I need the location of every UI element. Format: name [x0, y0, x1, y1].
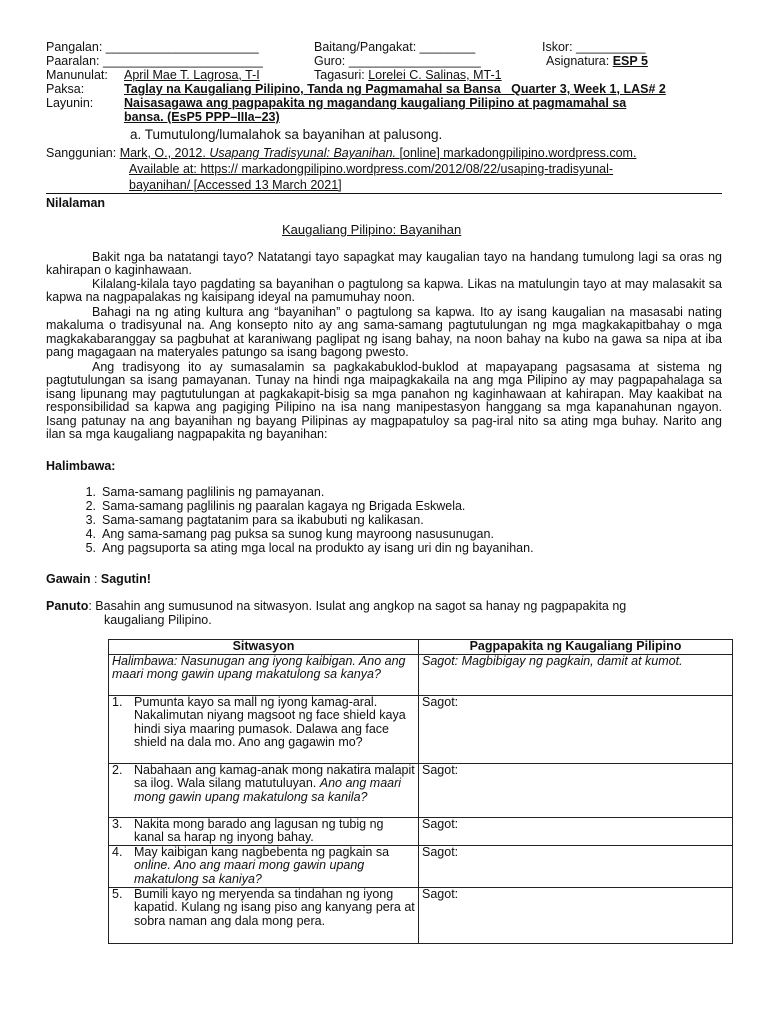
answer-label: Sagot: [422, 886, 459, 901]
gawain-value: Sagutin! [100, 572, 151, 586]
sanggunian-author: Mark, O., 2012. [119, 146, 206, 160]
sanggunian-rest: [online] markadongpilipino.wordpress.com. [399, 146, 637, 160]
answer-cell[interactable] [419, 763, 733, 817]
list-item: 3. Sama-samang pagtatanim para sa ikabubuti ng kalikasan. [85, 512, 424, 527]
manunulat-value: April Mae T. Lagrosa, T-I [124, 68, 260, 82]
situation-cell [109, 887, 419, 943]
layunin-line2: bansa. (EsP5 PPP–IIIa–23) [124, 110, 280, 124]
sanggunian-title: Usapang Tradisyunal: Bayanihan. [209, 146, 397, 160]
answer-cell[interactable] [419, 845, 733, 887]
paksa-value: Taglay na Kaugaliang Pilipino, Tanda ng Pagmamahal sa Bansa Quarter 3, Week 1, LAS# 2 [124, 82, 666, 96]
example-situation: Halimbawa: Nasunugan ang iyong kaibigan. Ano ang maari mong gawin upang makatulong sa kanya? [109, 654, 419, 695]
paragraph-1: Bakit nga ba natatangi tayo? Natatangi tayo sapagkat may kaugalian tayo na handang tumulong lagi sa oras ng kahirapan o kaginhawaan. [46, 250, 722, 278]
tagasuri [314, 68, 502, 82]
asignatura-label: Asignatura: [546, 54, 610, 68]
nilalaman-label: Nilalaman [46, 196, 106, 210]
list-item-text: Sama-samang paglilinis ng paaralan kagaya ng Brigada Eskwela. [102, 498, 466, 513]
situation-text [134, 818, 415, 845]
panuto-line2: kaugaliang Pilipino. [104, 613, 212, 627]
situation-text-italic: online. Ano ang maari mong gawin upang makatulong sa kaniya? [134, 858, 365, 886]
row-number: 5. [112, 886, 123, 901]
manunulat-label: Manunulat: [46, 68, 108, 82]
halimbawa-list [46, 486, 534, 556]
answer-label: Sagot: [422, 694, 459, 709]
list-item: 1. Sama-samang paglilinis ng pamayanan. [85, 485, 325, 499]
answer-cell[interactable] [419, 695, 733, 763]
list-item: 2. Sama-samang paglilinis ng paaralan kagaya ng Brigada Eskwela. [85, 498, 466, 513]
situation-text [134, 764, 415, 805]
situation-text-italic: Ano ang maari mong gawin upang makatulong sa kanila? [134, 776, 402, 804]
row-number: 1. [112, 694, 123, 709]
paaralan-field[interactable]: Paaralan: _______________________ [46, 54, 263, 68]
situation-cell [109, 763, 419, 817]
situation-text-main: Bumili kayo ng meryenda sa tindahan ng iyong kapatid. Kulang ng isang piso ang kanyang pera at sobra naman ang dala mong pera. [134, 886, 415, 928]
layunin-label: Layunin: [46, 96, 94, 110]
table-row [109, 695, 733, 763]
row-number: 2. [112, 762, 123, 777]
panuto [46, 599, 626, 613]
table-row [109, 845, 733, 887]
sanggunian-link-line1[interactable]: Available at: https:// markadongpilipino.wordpress.com/2012/08/22/usaping-tradisyunal- [129, 162, 614, 176]
situation-text [134, 888, 415, 929]
situation-text-main: May kaibigan kang nagbebenta ng pagkain sa [134, 844, 390, 859]
situation-text-main: Nakita mong barado ang lagusan ng tubig ng kanal sa harap ng inyong bahay. [134, 816, 384, 844]
column-header-pagpapakita: Pagpapakita ng Kaugaliang Pilipino [419, 640, 733, 655]
layunin-sub: a. Tumutulong/lumalahok sa bayanihan at palusong. [130, 127, 443, 142]
situation-cell [109, 817, 419, 845]
list-item-text: Ang pagsuporta sa ating mga local na produkto ay isang uri din ng bayanihan. [102, 540, 534, 555]
layunin-line1: Naisasagawa ang pagpapakita ng magandang kaugaliang Pilipino at pagmamahal sa [124, 96, 627, 110]
situation-text [134, 696, 415, 750]
list-item: 5. Ang pagsuporta sa ating mga local na produkto ay isang uri din ng bayanihan. [85, 540, 534, 555]
halimbawa-label: Halimbawa: [46, 459, 116, 473]
asignatura [546, 54, 648, 68]
situation-text-main: Pumunta kayo sa mall ng iyong kamag-aral. Nakalimutan niyang magsoot ng face shield kaya hindi siya maaring pumasok. Dalawa ang face shield na dala mo. Ano ang gagawin mo? [134, 694, 406, 749]
list-item-text: Ang sama-samang pag puksa sa sunog kung mayroong nasusunugan. [102, 526, 494, 541]
baitang-field[interactable]: Baitang/Pangakat: ________ [314, 40, 476, 54]
answer-label: Sagot: [422, 762, 459, 777]
pangalan-field[interactable]: Pangalan: ______________________ [46, 40, 259, 54]
row-number: 4. [112, 844, 123, 859]
paragraph-4: Ang tradisyong ito ay sumasalamin sa pagkakabuklod-buklod at mapayapang pagsasama at sistema ng pagtutulungan sa isang pamayanan. Tunay na hindi nga maipagkakaila na ang mga Pilipino ay may pagpapahalaga sa isang lipunang may pagtutulungan at pagkakapit-bisig sa mga panahon ng kaginhawaan at kahirapan. May kaakibat na responsibilidad sa kapwa ang pagiging Pilipino na isa nang manipestasyon hanggang sa mga kapanahunan ngayon. Isang patunay na ang bayanihan ng bayang Pilipinas ay magpapatuloy sa pag-iral nito sa ating mga buhay. Narito ang ilan sa mga kaugaliang nagpapakita ng bayanihan: [46, 360, 722, 442]
situation-text-main: Nabahaan ang kamag-anak mong nakatira malapit sa ilog. Wala silang matutuluyan. [134, 762, 415, 790]
list-item-text: Sama-samang pagtatanim para sa ikabubuti ng kalikasan. [102, 512, 424, 527]
sanggunian [46, 146, 636, 160]
tagasuri-label: Tagasuri: [314, 68, 365, 82]
list-item: 4. Ang sama-samang pag puksa sa sunog kung mayroong nasusunugan. [85, 526, 494, 541]
sanggunian-link-line2[interactable]: bayanihan/ [Accessed 13 March 2021] [129, 178, 342, 192]
nilalaman-title: Kaugaliang Pilipino: Bayanihan [282, 222, 462, 237]
table-row [109, 763, 733, 817]
panuto-line1: : Basahin ang sumusunod na sitwasyon. Isulat ang angkop na sagot sa hanay ng pagpapakita ng [88, 599, 627, 613]
paksa-label: Paksa: [46, 82, 85, 96]
activity-table [108, 639, 733, 944]
paragraph-2: Kilalang-kilala tayo pagdating sa bayanihan o pagtulong sa kapwa. Likas na matulungin tayo at may malasakit sa kapwa na nagpapalakas ng kaisipang ideyal na pamumuhay noon. [46, 277, 722, 305]
asignatura-value: ESP 5 [612, 54, 648, 68]
row-number: 3. [112, 816, 123, 831]
paragraph-3: Bahagi na ng ating kultura ang “bayanihan” o pagtulong sa kapwa. Ito ay isang kaugalian na masasabi nating makaluma o tradisyunal na. Ang konsepto nito ay ang sama-samang pagtutulungan ng mga magkakapitbahay o mga magkakabaranggay sa pagbuhat at karaniwang paglipat ng isang bahay, na noon bahay na kubo na gawa sa nipa at iba pang magagaan na materyales patungo sa isang bagong pwesto. [46, 305, 722, 360]
panuto-label: Panuto [46, 599, 89, 613]
list-item-text: Sama-samang paglilinis ng pamayanan. [102, 485, 325, 499]
guro-field[interactable]: Guro: ___________________ [314, 54, 481, 68]
situation-text [134, 846, 415, 887]
answer-cell[interactable] [419, 817, 733, 845]
table-header-row [109, 640, 733, 655]
answer-label: Sagot: [422, 816, 459, 831]
column-header-sitwasyon: Sitwasyon [109, 640, 419, 655]
example-answer: Sagot: Magbibigay ng pagkain, damit at kumot. [419, 654, 733, 695]
tagasuri-value: Lorelei C. Salinas, MT-1 [368, 68, 502, 82]
gawain-label: Gawain [46, 572, 91, 586]
table-row [109, 887, 733, 943]
answer-label: Sagot: [422, 844, 459, 859]
situation-cell [109, 695, 419, 763]
answer-cell[interactable] [419, 887, 733, 943]
table-row-example [109, 654, 733, 695]
table-row [109, 817, 733, 845]
header-divider [46, 193, 722, 194]
gawain-colon: : [90, 572, 101, 586]
sanggunian-reference [120, 146, 637, 160]
iskor-field[interactable]: Iskor: __________ [542, 40, 646, 54]
sanggunian-label: Sanggunian: [46, 146, 117, 160]
situation-cell [109, 845, 419, 887]
gawain-heading [46, 572, 151, 586]
